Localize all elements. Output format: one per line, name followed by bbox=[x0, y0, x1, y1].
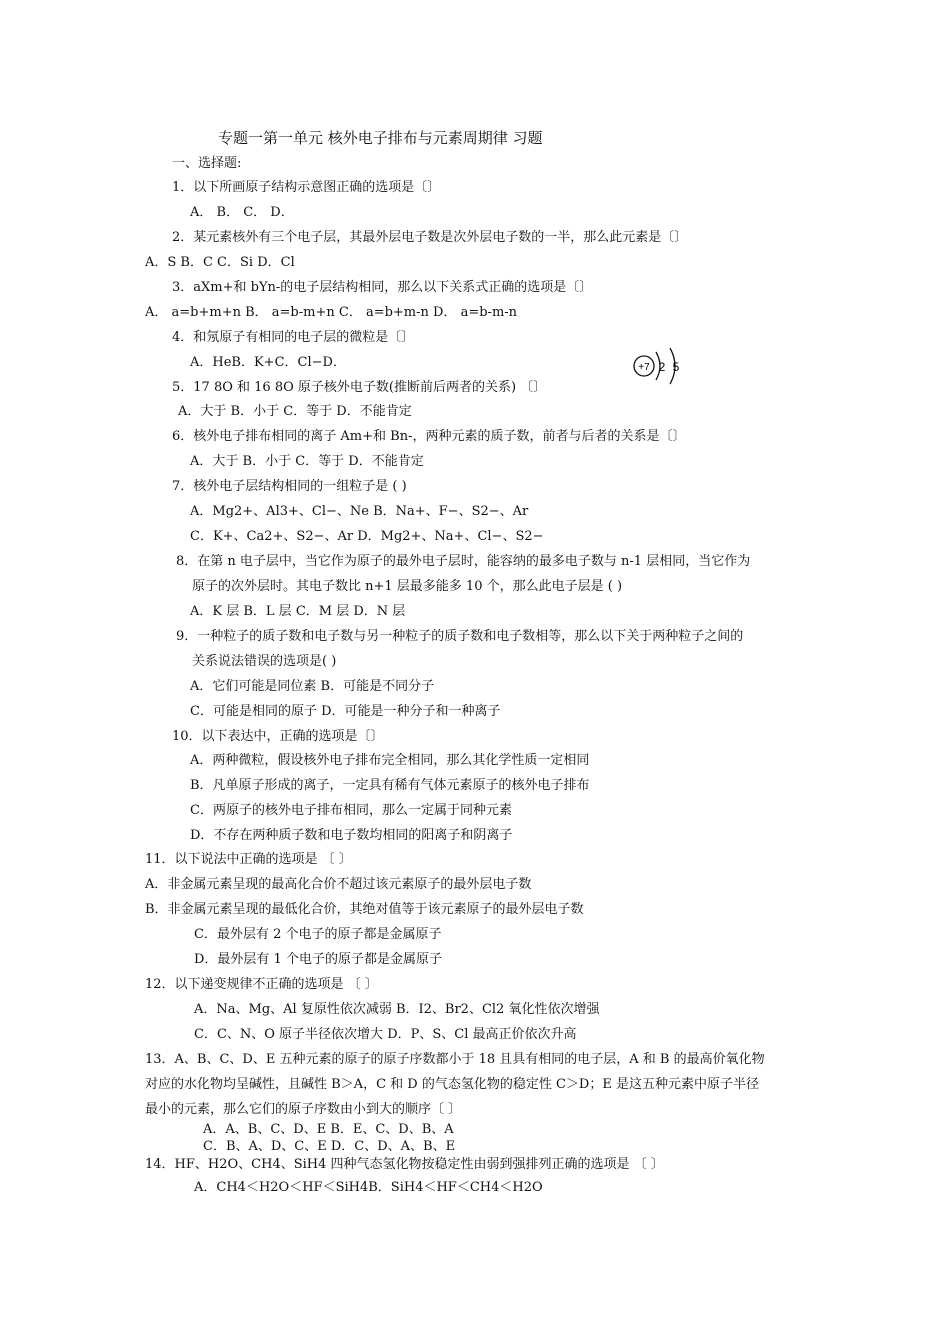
question-8-options: A．K 层 B．L 层 C．M 层 D．N 层 bbox=[190, 604, 406, 619]
question-6-options: A．大于 B．小于 C．等于 D．不能肯定 bbox=[190, 454, 424, 469]
question-13: 13．A、B、C、D、E 五种元素的原子的原子序数都小于 18 且具有相同的电子层，A 和 B 的最高价氧化物 bbox=[145, 1052, 765, 1067]
question-13-cont-1: 对应的水化物均呈碱性，且碱性 B＞A，C 和 D 的气态氢化物的稳定性 C＞D；E 是这五种元素中原子半径 bbox=[145, 1077, 759, 1092]
question-11-option-c: C．最外层有 2 个电子的原子都是金属原子 bbox=[194, 927, 442, 942]
question-3-options: A． a=b+m+n B． a=b-m+n C． a=b+m-n D． a=b-m-n bbox=[145, 305, 518, 320]
question-14: 14．HF、H2O、CH4、SiH4 四种气态氢化物按稳定性由弱到强排列正确的选项是 〔 〕 bbox=[145, 1157, 664, 1172]
question-10-option-b: B．凡单原子形成的离子，一定具有稀有气体元素原子的核外电子排布 bbox=[190, 778, 590, 793]
question-12: 12．以下递变规律不正确的选项是 〔 〕 bbox=[145, 977, 378, 992]
question-5: 5．17 8O 和 16 8O 原子核外电子数(推断前后两者的关系) 〔〕 bbox=[172, 380, 547, 395]
shell-1-count: 2 bbox=[658, 360, 666, 374]
question-5-options: A．大于 B．小于 C．等于 D．不能肯定 bbox=[178, 404, 412, 419]
section-heading: 一、选择题: bbox=[172, 156, 242, 171]
question-11-option-b: B．非金属元素呈现的最低化合价，其绝对值等于该元素原子的最外层电子数 bbox=[145, 902, 584, 917]
question-7-options-cd: C．K+、Ca2+、S2−、Ar D．Mg2+、Na+、Cl−、S2− bbox=[190, 529, 544, 544]
question-1-options: A． B． C． D． bbox=[190, 205, 294, 220]
question-4: 4．和氖原子有相同的电子层的微粒是〔〕 bbox=[172, 330, 415, 345]
question-13-cont-2: 最小的元素，那么它们的原子序数由小到大的顺序〔 〕 bbox=[145, 1102, 462, 1117]
shell-2-count: 5 bbox=[672, 360, 680, 374]
question-1: 1．以下所画原子结构示意图正确的选项是〔〕 bbox=[172, 180, 441, 195]
question-12-options-ab: A．Na、Mg、Al 复原性依次减弱 B．I2、Br2、Cl2 氧化性依次增强 bbox=[194, 1002, 600, 1017]
question-8-cont: 原子的次外层时。其电子数比 n+1 层最多能多 10 个，那么此电子层是 ( ) bbox=[192, 579, 623, 594]
question-2-options: A．S B．C C．Si D．Cl bbox=[145, 255, 295, 270]
question-8: 8．在第 n 电子层中，当它作为原子的最外电子层时，能容纳的最多电子数与 n-1 层相同，当它作为 bbox=[176, 554, 751, 569]
page-title: 专题一第一单元 核外电子排布与元素周期律 习题 bbox=[218, 129, 543, 147]
nucleus-charge: +7 bbox=[638, 362, 650, 373]
question-7: 7．核外电子层结构相同的一组粒子是 ( ) bbox=[172, 479, 407, 494]
question-9-options-ab: A．它们可能是同位素 B．可能是不同分子 bbox=[190, 679, 435, 694]
question-3: 3．aXm+和 bYn-的电子层结构相同，那么以下关系式正确的选项是〔〕 bbox=[172, 280, 593, 295]
question-10-option-c: C．两原子的核外电子排布相同，那么一定属于同种元素 bbox=[190, 803, 512, 818]
question-6: 6．核外电子排布相同的离子 Am+和 Bn-，两种元素的质子数，前者与后者的关系是〔〕 bbox=[172, 429, 686, 444]
question-9: 9．一种粒子的质子数和电子数与另一种粒子的质子数和电子数相等，那么以下关于两种粒子之间的 bbox=[176, 629, 744, 644]
question-4-options: A．HeB．K+C．Cl−D． bbox=[190, 355, 346, 370]
question-9-options-cd: C．可能是相同的原子 D．可能是一种分子和一种离子 bbox=[190, 704, 501, 719]
question-10: 10．以下表达中，正确的选项是〔〕 bbox=[172, 729, 384, 744]
question-13-options-cd: C．B、A、D、C、E D．C、D、A、B、E bbox=[203, 1139, 456, 1154]
question-14-options: A．CH4＜H2O＜HF＜SiH4B．SiH4＜HF＜CH4＜H2O bbox=[194, 1180, 543, 1195]
question-11-option-d: D．最外层有 1 个电子的原子都是金属原子 bbox=[194, 952, 442, 967]
question-9-cont: 关系说法错误的选项是( ) bbox=[192, 654, 337, 669]
atom-diagram-svg bbox=[630, 346, 690, 386]
question-11: 11．以下说法中正确的选项是 〔 〕 bbox=[145, 852, 352, 867]
question-11-option-a: A．非金属元素呈现的最高化合价不超过该元素原子的最外层电子数 bbox=[145, 877, 532, 892]
question-10-option-a: A．两种微粒，假设核外电子排布完全相同，那么其化学性质一定相同 bbox=[190, 753, 590, 768]
question-13-options-ab: A．A、B、C、D、E B．E、C、D、B、A bbox=[203, 1122, 454, 1137]
question-2: 2．某元素核外有三个电子层，其最外层电子数是次外层电子数的一半，那么此元素是〔〕 bbox=[172, 230, 688, 245]
question-12-options-cd: C．C、N、O 原子半径依次增大 D．P、S、Cl 最高正价依次升高 bbox=[194, 1027, 577, 1042]
question-7-options-ab: A．Mg2+、Al3+、Cl−、Ne B．Na+、F−、S2−、Ar bbox=[190, 504, 529, 519]
question-10-option-d: D．不存在两种质子数和电子数均相同的阳离子和阴离子 bbox=[190, 828, 513, 843]
atom-structure-diagram bbox=[630, 346, 690, 386]
